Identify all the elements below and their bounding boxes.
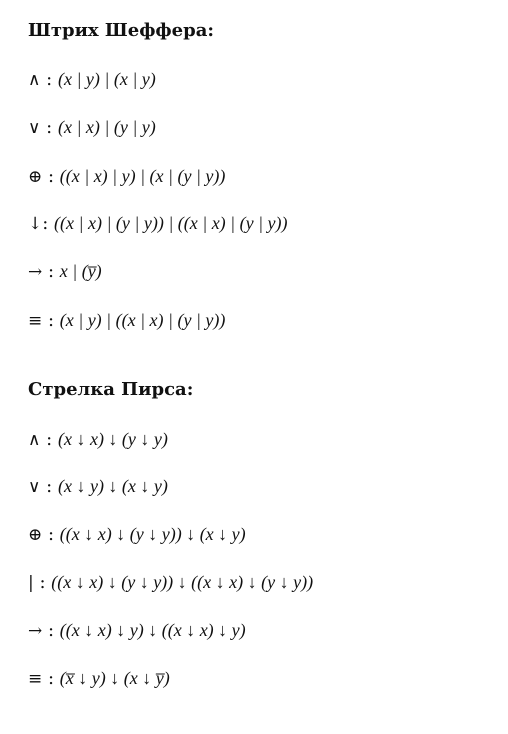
separator: : [42, 620, 60, 641]
operator-symbol: ≡ [28, 669, 43, 689]
separator: : [40, 429, 58, 450]
formula: ((x | x) | (y | y)) | ((x | x) | (y | y)) [54, 213, 288, 233]
formula: (x | x) | (y | y) [57, 117, 156, 137]
separator: : [42, 166, 60, 187]
operator-symbol: ∧ [28, 430, 41, 450]
operator-symbol: → [28, 262, 43, 282]
peirce-row-or [28, 474, 168, 498]
peirce-row-implication [28, 618, 246, 642]
operator-symbol: ∨ [28, 477, 41, 497]
separator: : [40, 69, 58, 90]
formula: (x̅ ↓ y) ↓ (x ↓ y̅) [59, 668, 170, 688]
formula: x | (y̅) [59, 261, 102, 281]
formula: (x | y) | (x | y) [57, 69, 156, 89]
operator-symbol: ≡ [28, 311, 43, 331]
separator: : [42, 261, 60, 282]
operator-symbol: | [28, 573, 34, 593]
peirce-row-and [28, 427, 168, 451]
formula: ((x ↓ x) ↓ (y ↓ y)) ↓ ((x ↓ x) ↓ (y ↓ y)) [51, 572, 314, 592]
peirce-row-xor [28, 522, 246, 546]
sheffer-row-xor [28, 164, 225, 188]
formula: ((x ↓ x) ↓ y) ↓ ((x ↓ x) ↓ y) [59, 620, 246, 640]
formula: (x | y) | ((x | x) | (y | y)) [59, 310, 226, 330]
operator-symbol: ⊕ [28, 525, 43, 545]
separator: : [42, 668, 60, 689]
sheffer-row-implication [28, 259, 102, 283]
sheffer-row-equivalence [28, 308, 225, 332]
operator-symbol: ⊕ [28, 167, 43, 187]
separator: : [40, 476, 58, 497]
formula: ((x | x) | y) | (x | (y | y)) [59, 166, 226, 186]
separator: : [33, 572, 52, 593]
sheffer-heading: Штрих Шеффера: [28, 20, 215, 41]
separator: : [42, 310, 60, 331]
peirce-row-equivalence [28, 666, 170, 690]
separator: : [42, 524, 60, 545]
formula: (x ↓ x) ↓ (y ↓ y) [57, 429, 168, 449]
sheffer-row-or [28, 115, 156, 139]
separator: : [42, 213, 55, 234]
operator-symbol: → [28, 621, 43, 641]
sheffer-row-and [28, 67, 156, 91]
formula: (x ↓ y) ↓ (x ↓ y) [57, 476, 168, 496]
operator-symbol: ∧ [28, 70, 41, 90]
operator-symbol: ∨ [28, 118, 41, 138]
operator-symbol: ↓ [28, 214, 43, 234]
peirce-row-nand [28, 570, 313, 594]
separator: : [40, 117, 58, 138]
sheffer-row-nor [28, 211, 288, 235]
formula: ((x ↓ x) ↓ (y ↓ y)) ↓ (x ↓ y) [59, 524, 246, 544]
peirce-heading: Стрелка Пирса: [28, 379, 194, 400]
